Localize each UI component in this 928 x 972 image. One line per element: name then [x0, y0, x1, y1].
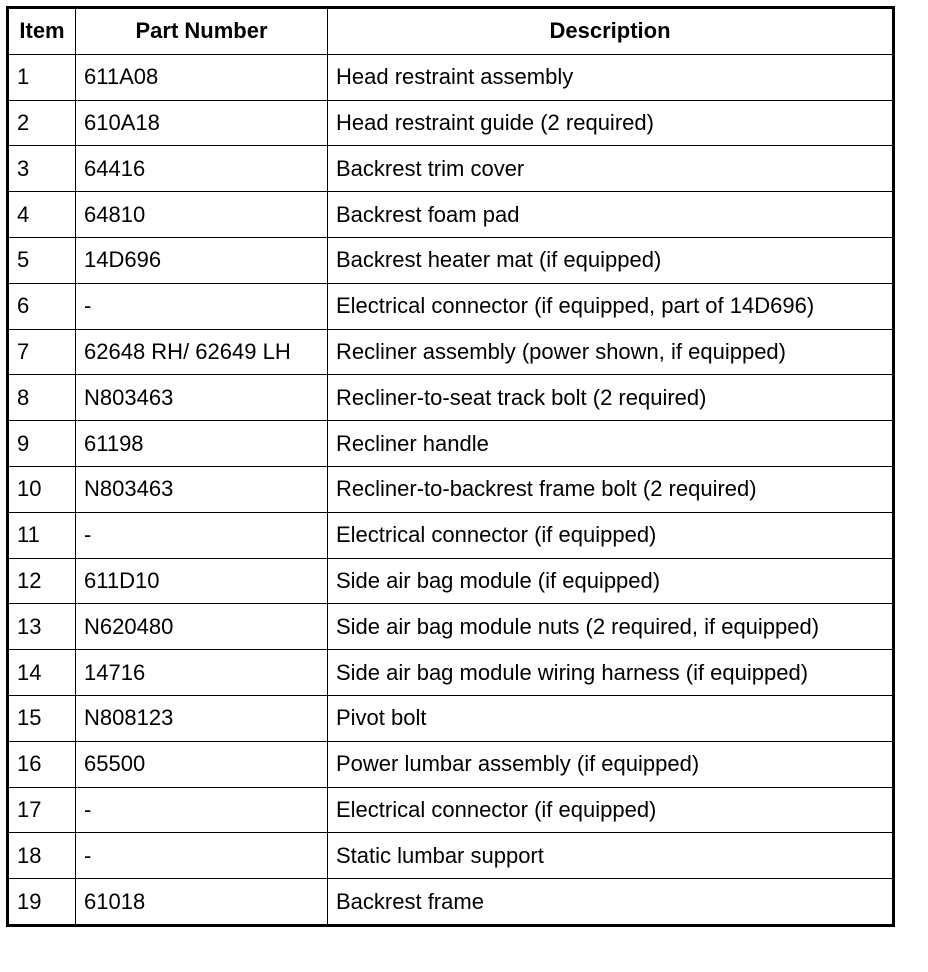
item-cell: 12	[8, 558, 76, 604]
table-row	[8, 421, 894, 467]
table-row	[8, 512, 894, 558]
item-cell: 9	[8, 421, 76, 467]
description-cell: Side air bag module wiring harness (if equipped)	[328, 650, 894, 696]
part-number-cell: 611D10	[76, 558, 328, 604]
part-number-cell: 14716	[76, 650, 328, 696]
item-cell: 3	[8, 146, 76, 192]
table-header-row	[8, 8, 894, 55]
description-cell: Electrical connector (if equipped, part of 14D696)	[328, 283, 894, 329]
header-description: Description	[328, 8, 894, 55]
table-row	[8, 787, 894, 833]
item-cell: 5	[8, 237, 76, 283]
item-cell: 18	[8, 833, 76, 879]
item-cell: 2	[8, 100, 76, 146]
description-cell: Backrest foam pad	[328, 192, 894, 238]
item-cell: 15	[8, 695, 76, 741]
table-row	[8, 558, 894, 604]
description-cell: Electrical connector (if equipped)	[328, 512, 894, 558]
part-number-cell: 61018	[76, 879, 328, 926]
part-number-cell: 64810	[76, 192, 328, 238]
description-cell: Head restraint assembly	[328, 54, 894, 100]
part-number-cell: 64416	[76, 146, 328, 192]
item-cell: 11	[8, 512, 76, 558]
part-number-cell: N620480	[76, 604, 328, 650]
part-number-cell: N803463	[76, 466, 328, 512]
description-cell: Recliner handle	[328, 421, 894, 467]
part-number-cell: -	[76, 283, 328, 329]
table-row	[8, 650, 894, 696]
description-cell: Side air bag module (if equipped)	[328, 558, 894, 604]
table-row	[8, 833, 894, 879]
part-number-cell: -	[76, 833, 328, 879]
part-number-cell: 14D696	[76, 237, 328, 283]
table-row	[8, 54, 894, 100]
description-cell: Backrest trim cover	[328, 146, 894, 192]
parts-table-body	[8, 54, 894, 925]
item-cell: 19	[8, 879, 76, 926]
description-cell: Side air bag module nuts (2 required, if equipped)	[328, 604, 894, 650]
table-row	[8, 329, 894, 375]
header-part-number: Part Number	[76, 8, 328, 55]
part-number-cell: 611A08	[76, 54, 328, 100]
table-row	[8, 283, 894, 329]
description-cell: Recliner-to-seat track bolt (2 required)	[328, 375, 894, 421]
table-row	[8, 879, 894, 926]
parts-table	[6, 6, 895, 927]
part-number-cell: 62648 RH/ 62649 LH	[76, 329, 328, 375]
table-row	[8, 146, 894, 192]
table-row	[8, 604, 894, 650]
part-number-cell: -	[76, 787, 328, 833]
item-cell: 10	[8, 466, 76, 512]
part-number-cell: 61198	[76, 421, 328, 467]
part-number-cell: 65500	[76, 741, 328, 787]
description-cell: Recliner-to-backrest frame bolt (2 required)	[328, 466, 894, 512]
table-row	[8, 695, 894, 741]
description-cell: Recliner assembly (power shown, if equipped)	[328, 329, 894, 375]
item-cell: 1	[8, 54, 76, 100]
item-cell: 14	[8, 650, 76, 696]
item-cell: 16	[8, 741, 76, 787]
table-row	[8, 100, 894, 146]
description-cell: Backrest frame	[328, 879, 894, 926]
item-cell: 7	[8, 329, 76, 375]
description-cell: Power lumbar assembly (if equipped)	[328, 741, 894, 787]
item-cell: 17	[8, 787, 76, 833]
table-row	[8, 375, 894, 421]
description-cell: Pivot bolt	[328, 695, 894, 741]
header-item: Item	[8, 8, 76, 55]
item-cell: 6	[8, 283, 76, 329]
part-number-cell: -	[76, 512, 328, 558]
table-row	[8, 192, 894, 238]
part-number-cell: N808123	[76, 695, 328, 741]
table-row	[8, 741, 894, 787]
description-cell: Head restraint guide (2 required)	[328, 100, 894, 146]
part-number-cell: 610A18	[76, 100, 328, 146]
item-cell: 8	[8, 375, 76, 421]
table-row	[8, 466, 894, 512]
description-cell: Backrest heater mat (if equipped)	[328, 237, 894, 283]
item-cell: 13	[8, 604, 76, 650]
part-number-cell: N803463	[76, 375, 328, 421]
item-cell: 4	[8, 192, 76, 238]
description-cell: Electrical connector (if equipped)	[328, 787, 894, 833]
description-cell: Static lumbar support	[328, 833, 894, 879]
table-row	[8, 237, 894, 283]
